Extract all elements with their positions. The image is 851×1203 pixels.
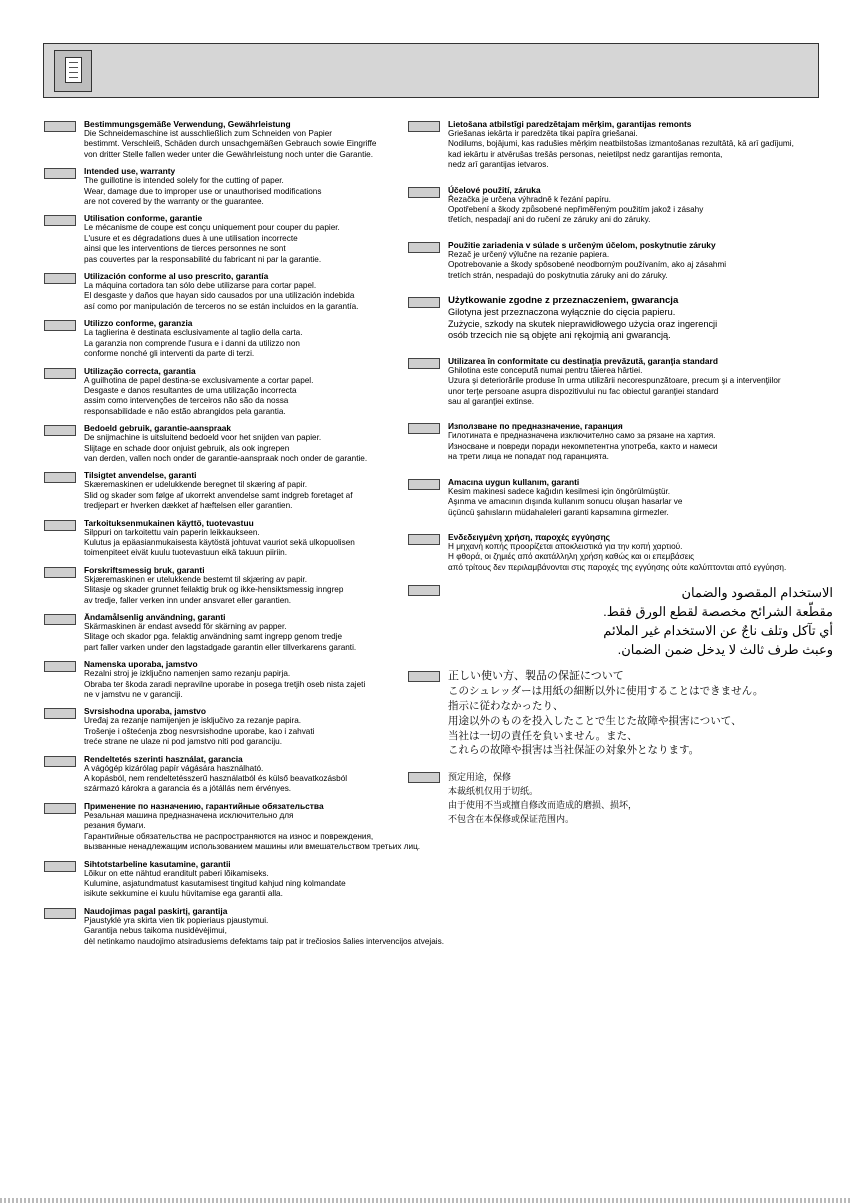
section-line: von dritter Stelle fallen weder unter die Gewährleistung noch unter die Garantie. bbox=[84, 149, 374, 159]
section-sk bbox=[408, 240, 833, 281]
section-line: osób trzecich nie są objęte ani rękojmią ani gwarancją. bbox=[448, 330, 671, 341]
section-line: Резальная машина предназначена исключительно для bbox=[84, 810, 294, 820]
section-line: sau al garanţiei extinse. bbox=[448, 397, 535, 407]
language-badge bbox=[44, 320, 76, 331]
section-line: Slid og skader som følge af ukorrekt anvendelse samt indgreb foretaget af bbox=[84, 490, 353, 500]
language-badge bbox=[44, 861, 76, 872]
section-title: Naudojimas pagal paskirtį, garantija bbox=[84, 905, 228, 916]
language-badge bbox=[44, 215, 76, 226]
section-line: Rezalni stroj je izključno namenjen samo rezanju papirja. bbox=[84, 669, 291, 679]
section-title: Tilsigtet anvendelse, garanti bbox=[84, 470, 197, 481]
section-line: مقطّعة الشرائح مخصصة لقطع الورق فقط. bbox=[603, 604, 833, 620]
section-ja bbox=[408, 669, 833, 758]
section-title: Utilisation conforme, garantie bbox=[84, 213, 203, 224]
section-line: Skæremaskinen er udelukkende beregnet til skæring af papir. bbox=[84, 480, 308, 490]
language-badge bbox=[408, 534, 440, 545]
section-title: Intended use, warranty bbox=[84, 166, 176, 177]
section-line: このシュレッダーは用紙の細断以外に使用することはできません。 bbox=[448, 685, 764, 698]
section-line: conforme nonché gli interventi da parte di terzi. bbox=[84, 349, 255, 359]
section-title: Amacına uygun kullanım, garanti bbox=[448, 476, 580, 487]
section-cs bbox=[408, 185, 833, 226]
language-badge bbox=[408, 423, 440, 434]
section-title: Utilizarea în conformitate cu destinaţia prevăzută, garanţia standard bbox=[448, 355, 718, 366]
section-lv bbox=[408, 119, 833, 171]
section-line: Řezačka je určena výhradně k řezání papíru. bbox=[448, 194, 611, 204]
section-line: van derden, vallen noch onder de garantie-aanspraak noch onder de garantie. bbox=[84, 453, 368, 463]
section-line: Desgaste e danos resultantes de uma utilização incorrecta bbox=[84, 385, 297, 395]
section-line: Gilotyna jest przeznaczona wyłącznie do cięcia papieru. bbox=[448, 307, 676, 318]
section-title: Forskriftsmessig bruk, garanti bbox=[84, 564, 205, 575]
section-line: Opotřebení a škody způsobené nepřiměřeným použitím jakož i zásahy bbox=[448, 205, 704, 215]
left-column bbox=[44, 119, 444, 947]
section-line: 用途以外のものを投入したことで生じた故障や損害について、 bbox=[448, 714, 742, 727]
section-title: Namenska uporaba, jamstvo bbox=[84, 659, 198, 670]
section-line: 不包含在本保修或保证范围内。 bbox=[448, 814, 575, 825]
section-lt bbox=[44, 905, 444, 947]
language-badge bbox=[44, 567, 76, 578]
language-badge bbox=[44, 273, 76, 284]
section-en bbox=[44, 166, 424, 207]
section-line: Slitasje og skader grunnet feilaktig bruk og ikke-hensiktsmessig inngrep bbox=[84, 585, 344, 595]
section-line: Гарантийные обязательства не распространяются на износ и повреждения, bbox=[84, 831, 374, 841]
section-et bbox=[44, 859, 424, 900]
section-line: así como por manipulación de terceros no se están incluidos en la garantía. bbox=[84, 301, 359, 311]
section-bg bbox=[408, 421, 833, 462]
section-line: La garanzia non comprende l'usura e i danni da utilizzo non bbox=[84, 338, 300, 348]
section-line: Pjaustyklė yra skirta vien tik popieriaus pjaustymui. bbox=[84, 915, 269, 925]
section-line: Η μηχανή κοπής προορίζεται αποκλειστικά για την κοπή χαρτιού. bbox=[448, 541, 683, 551]
section-da bbox=[44, 470, 424, 511]
section-line: Opotrebovanie a škody spôsobené neodborným používaním, ako aj zásahmi bbox=[448, 260, 727, 270]
section-nl bbox=[44, 423, 424, 464]
section-line: Slitage och skador pga. felaktig användning samt ingrepp genom tredje bbox=[84, 632, 343, 642]
section-tr bbox=[408, 477, 833, 518]
language-badge bbox=[44, 121, 76, 132]
section-line: třetích, nespadají ani do ručení ze záruky ani do záruky. bbox=[448, 215, 651, 225]
section-line: av tredje, faller verken inn under ansvaret eller garantien. bbox=[84, 595, 292, 605]
section-ar bbox=[408, 583, 833, 659]
section-line: Η φθορά, οι ζημιές από ακατάλληλη χρήση καθώς και οι επεμβάσεις bbox=[448, 552, 695, 562]
section-ro bbox=[408, 356, 833, 408]
section-line: ainsi que les interventions de tierces personnes ne sont bbox=[84, 244, 286, 254]
section-es bbox=[44, 271, 424, 312]
language-badge bbox=[44, 803, 76, 814]
language-badge bbox=[408, 671, 440, 682]
language-badge bbox=[44, 520, 76, 531]
section-line: Obraba ter škoda zaradi nepravilne uporabe in posega tretjih oseb nista zajeti bbox=[84, 679, 366, 689]
section-line: isikute sekkumine ei kuulu hüvitamise ega garantii alla. bbox=[84, 889, 283, 899]
section-line: Die Schneidemaschine ist ausschließlich zum Schneiden von Papier bbox=[84, 129, 333, 138]
section-line: toimenpiteet eivät kuulu tuotevastuun eikä takuun piiriin. bbox=[84, 548, 287, 558]
section-line: tredjepart er hverken dækket af hæftelsen eller garantien. bbox=[84, 501, 293, 511]
section-line: これらの故障や損害は当社保証の対象外となります。 bbox=[448, 744, 700, 757]
section-line: Kesim makinesi sadece kağıdın kesilmesi için öngörülmüştür. bbox=[448, 486, 671, 496]
section-line: Garantija nebus taikoma nusidėvėjimui, bbox=[84, 926, 227, 936]
section-line: 指示に従わなかったり、 bbox=[448, 699, 564, 712]
language-badge bbox=[44, 908, 76, 919]
section-line: Le mécanisme de coupe est conçu uniquement pour couper du papier. bbox=[84, 223, 340, 233]
section-title: Sihtotstarbeline kasutamine, garantii bbox=[84, 858, 231, 869]
right-column bbox=[408, 119, 833, 826]
section-line: származó károkra a garancia és a jótállás nem érvényes. bbox=[84, 784, 292, 794]
section-line: Ghilotina este concepută numai pentru tăierea hârtiei. bbox=[448, 365, 643, 375]
section-line: responsabilidade e não estão abrangidos pela garantia. bbox=[84, 406, 286, 416]
language-badge bbox=[44, 425, 76, 436]
section-title: Użytkowanie zgodne z przeznaczeniem, gwarancja bbox=[448, 295, 679, 307]
section-line: pas couvertes par la responsabilité du fabricant ni par la garantie. bbox=[84, 254, 322, 264]
section-line: Износване и повреди поради некомпетентна употреба, както и намеси bbox=[448, 441, 718, 451]
section-line: De snijmachine is uitsluitend bedoeld voor het snijden van papier. bbox=[84, 433, 322, 443]
section-line: A vágógép kizárólag papír vágására használható. bbox=[84, 763, 264, 773]
section-el bbox=[408, 532, 833, 573]
section-fi bbox=[44, 518, 424, 559]
section-line: üçüncü şahısların müdahaleleri garanti kapsamına girmezler. bbox=[448, 507, 669, 517]
language-badge bbox=[44, 472, 76, 483]
section-sl bbox=[44, 659, 424, 700]
section-title: Tarkoituksenmukainen käyttö, tuotevastuu bbox=[84, 517, 254, 528]
section-title: Utilizzo conforme, garanzia bbox=[84, 318, 193, 329]
language-badge bbox=[44, 614, 76, 625]
section-line: резания бумаги. bbox=[84, 821, 146, 831]
header-bar bbox=[43, 43, 819, 98]
section-it bbox=[44, 318, 424, 359]
language-badge bbox=[44, 168, 76, 179]
section-line: La taglierina è destinata esclusivamente al taglio della carta. bbox=[84, 328, 303, 338]
section-line: Lõikur on ette nähtud eranditult paberi lõikamiseks. bbox=[84, 868, 269, 878]
section-line: A guilhotina de papel destina-se exclusivamente a cortar papel. bbox=[84, 375, 314, 385]
section-title: 预定用途，保修 bbox=[448, 772, 512, 783]
document-icon bbox=[54, 50, 92, 92]
section-line: assim como intervenções de terceiros não são da nossa bbox=[84, 396, 289, 406]
section-hu bbox=[44, 754, 424, 795]
section-pl bbox=[408, 295, 833, 342]
language-badge bbox=[408, 772, 440, 783]
language-badge bbox=[408, 585, 440, 596]
section-line: bestimmt. Verschleiß, Schäden durch unsachgemäßen Gebrauch sowie Eingriffe bbox=[84, 139, 377, 149]
language-badge bbox=[408, 187, 440, 198]
language-badge bbox=[408, 297, 440, 308]
section-line: Uzura şi deteriorările produse în urma utilizării necorespunzătoare, precum şi a intervenţiilor bbox=[448, 376, 781, 386]
section-line: tretích strán, nespadajú do poskytnutia záruky ani do záruky. bbox=[448, 270, 668, 280]
section-line: Slijtage en schade door onjuist gebruik, als ook ingrepen bbox=[84, 443, 290, 453]
section-title: Použitie zariadenia v súlade s určeným účelom, poskytnutie záruky bbox=[448, 239, 716, 250]
section-title: Bedoeld gebruik, garantie-aanspraak bbox=[84, 423, 232, 434]
section-pt bbox=[44, 366, 424, 418]
section-title: Utilización conforme al uso prescrito, garantía bbox=[84, 271, 269, 282]
language-badge bbox=[44, 708, 76, 719]
section-line: 当社は一切の責任を負いません。また、 bbox=[448, 729, 638, 742]
section-zh bbox=[408, 770, 833, 826]
section-line: Uređaj za rezanje namijenjen je isključivo za rezanje papira. bbox=[84, 716, 302, 726]
section-title: Účelové použití, záruka bbox=[448, 184, 541, 195]
section-line: The guillotine is intended solely for the cutting of paper. bbox=[84, 176, 284, 186]
section-line: на трети лица не попадат под гаранцията. bbox=[448, 452, 609, 462]
section-line: El desgaste y daños que hayan sido causados por una utilización indebida bbox=[84, 291, 355, 301]
section-line: are not covered by the warranty or the guarantee. bbox=[84, 197, 264, 207]
section-de bbox=[44, 119, 424, 160]
section-no bbox=[44, 565, 424, 606]
section-line: Nodilums, bojājumi, kas radušies mērķim neatbilstošas izmantošanas rezultātā, kā arī gadījumi, bbox=[448, 139, 794, 149]
language-badge bbox=[408, 242, 440, 253]
section-line: Silppuri on tarkoitettu vain paperin leikkaukseen. bbox=[84, 527, 260, 537]
section-title: Применение по назначению, гарантийные обязательства bbox=[84, 800, 324, 811]
section-line: 由于使用不当或擅自修改而造成的磨损、损坏， bbox=[448, 800, 638, 811]
section-title: Svrsishodna uporaba, jamstvo bbox=[84, 706, 206, 717]
section-title: الاستخدام المقصود والضمان bbox=[681, 585, 833, 601]
section-line: L'usure et es dégradations dues à une utilisation incorrecte bbox=[84, 233, 298, 243]
section-line: ne v jamstvu ne v garanciji. bbox=[84, 690, 183, 700]
section-line: Rezač je určený výlučne na rezanie papiera. bbox=[448, 249, 610, 259]
section-line: Wear, damage due to improper use or unauthorised modifications bbox=[84, 186, 322, 196]
section-line: kad iekārtu ir atvērušas trešās personas, neietilpst nedz garantijas remonta, bbox=[448, 149, 723, 159]
section-line: Kulumine, asjatundmatust kasutamisest tingitud kahjud ning kolmandate bbox=[84, 878, 346, 888]
section-title: 正しい使い方、製品の保証について bbox=[448, 670, 624, 683]
section-line: A kopásból, nem rendeltetésszerű használatból és külső beavatkozásból bbox=[84, 774, 348, 784]
section-line: Zużycie, szkody na skutek nieprawidłowego użycia oraz ingerencji bbox=[448, 318, 718, 329]
section-title: Bestimmungsgemäße Verwendung, Gewährleistung bbox=[84, 119, 291, 129]
language-badge bbox=[44, 661, 76, 672]
footer-print-strip bbox=[0, 1198, 851, 1203]
section-line: part faller varken under den lagstadgade garantin eller tillverkarens garanti. bbox=[84, 642, 357, 652]
section-sv bbox=[44, 612, 424, 653]
section-fr bbox=[44, 213, 424, 265]
section-line: Aşınma ve amacının dışında kullanım sonucu oluşan hasarlar ve bbox=[448, 497, 683, 507]
section-line: 本裁纸机仅用于切纸。 bbox=[448, 786, 539, 797]
section-line: вызванные ненадлежащим использованием машины или вмешательством третьих лиц. bbox=[84, 842, 421, 852]
section-line: وعبث طرف ثالث لا يدخل ضمن الضمان. bbox=[617, 642, 833, 658]
section-ru bbox=[44, 801, 424, 853]
section-line: La máquina cortadora tan sólo debe utilizarse para cortar papel. bbox=[84, 281, 317, 291]
section-line: Гилотината е предназначена изключително само за рязане на хартия. bbox=[448, 431, 716, 441]
section-title: Използване по предназначение, гаранция bbox=[448, 421, 623, 432]
language-badge bbox=[408, 121, 440, 132]
language-badge bbox=[408, 358, 440, 369]
section-line: nedz arī garantijas ietvaros. bbox=[448, 160, 549, 170]
section-line: Kulutus ja epäasianmukaisesta käytöstä johtuvat vauriot sekä ulkopuolisen bbox=[84, 537, 355, 547]
section-title: Rendeltetés szerinti használat, garancia bbox=[84, 753, 243, 764]
section-line: Trošenje i oštećenja zbog nesvrsishodne uporabe, kao i zahvati bbox=[84, 726, 315, 736]
section-title: Ενδεδειγμένη χρήση, παροχές εγγύησης bbox=[448, 531, 611, 542]
language-badge bbox=[44, 756, 76, 767]
section-title: Utilização correcta, garantia bbox=[84, 365, 196, 376]
section-line: Griešanas iekārta ir paredzēta tikai papīra griešanai. bbox=[448, 129, 638, 138]
section-line: Skärmaskinen är endast avsedd för skärning av papper. bbox=[84, 622, 287, 631]
section-line: أي تآكل وتلف ناجٌ عن الاستخدام غير الملائم bbox=[603, 623, 833, 639]
language-badge bbox=[408, 479, 440, 490]
section-line: unor terţe persoane asupra dispozitivului nu fac obiectul garanţiei standard bbox=[448, 386, 719, 396]
language-badge bbox=[44, 368, 76, 379]
section-line: Skjæremaskinen er utelukkende bestemt til skjæring av papir. bbox=[84, 574, 307, 584]
section-line: dėl netinkamo naudojimo atsiradusiems defektams taip pat ir trečiosios šalies intervencijos atvejais. bbox=[84, 936, 444, 946]
section-title: Lietošana atbilstīgi paredzētajam mērķim, garantijas remonts bbox=[448, 119, 692, 129]
section-line: treće strane ne ulaze ni pod jamstvo niti pod garanciju. bbox=[84, 737, 282, 747]
section-line: από τρίτους δεν περιλαμβάνονται στις παροχές της εγγύησης ούτε καλύπτονται από εγγύηση. bbox=[448, 562, 787, 572]
section-hr bbox=[44, 706, 424, 747]
section-title: Ändamålsenlig användning, garanti bbox=[84, 612, 226, 622]
